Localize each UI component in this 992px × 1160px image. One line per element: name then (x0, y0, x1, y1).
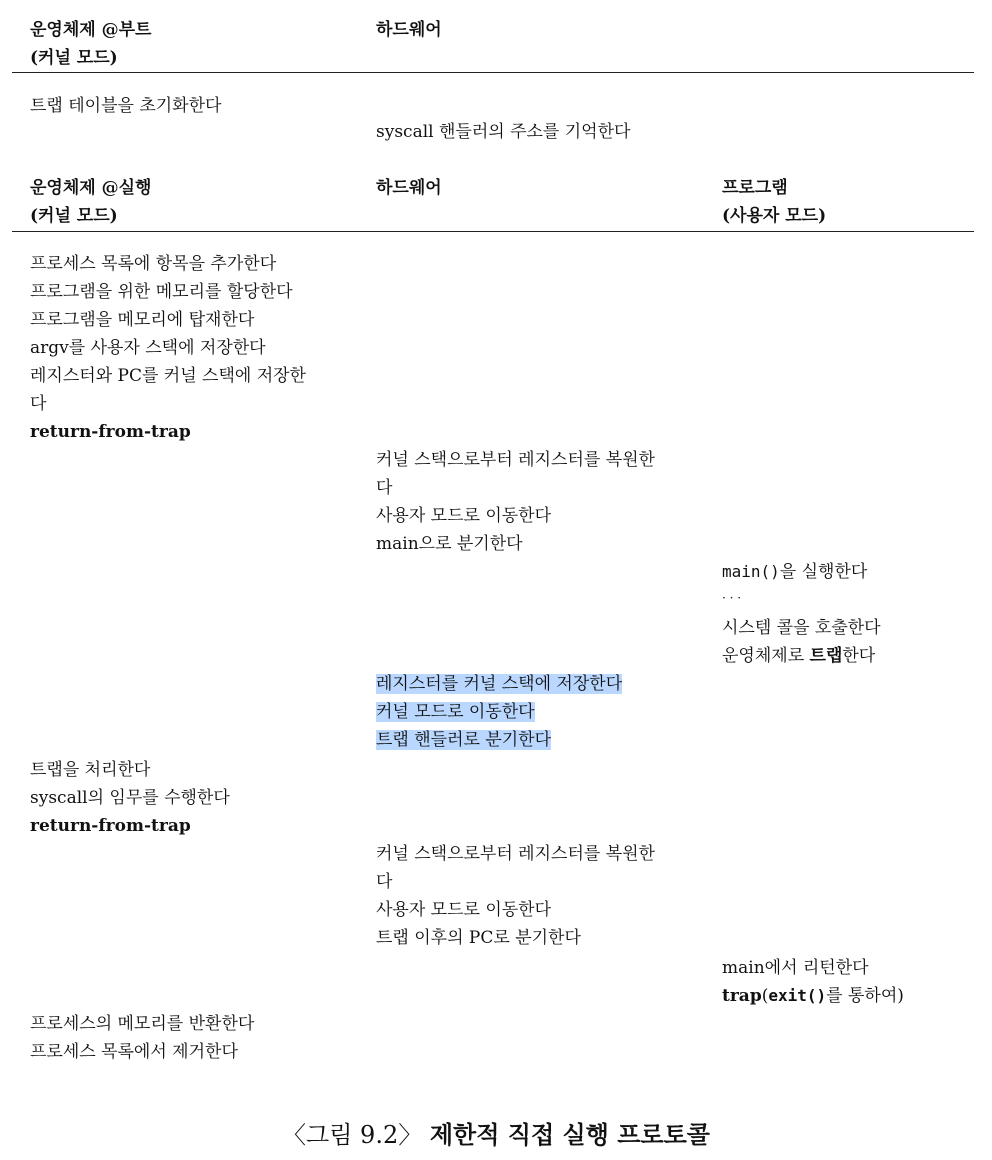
trap-to-os-suffix: 한다 (842, 646, 876, 666)
hw-line-restore-regs-cont: 다 (376, 478, 393, 498)
hw-line-save-regs-kstack (376, 670, 622, 698)
os-line-return-from-trap-2: return-from-trap (30, 816, 191, 836)
paren-open: ( (761, 986, 769, 1006)
os-line-do-syscall: syscall의 임무를 수행한다 (30, 788, 230, 808)
run-prog-header: 프로그램 (722, 178, 788, 198)
prog-line-return-main: main에서 리턴한다 (722, 958, 869, 978)
hw-line-jump-after-trap: 트랩 이후의 PC로 분기한다 (376, 928, 581, 948)
os-line-argv: argv를 사용자 스택에 저장한다 (30, 338, 266, 358)
prog-line-trap-exit (722, 982, 904, 1010)
boot-os-line: 트랩 테이블을 초기화한다 (30, 96, 222, 116)
boot-os-mode: (커널 모드) (30, 48, 118, 68)
hw-line-jump-main: main으로 분기한다 (376, 534, 523, 554)
hw-line-jump-trap-handler (376, 726, 551, 754)
boot-hw-line: syscall 핸들러의 주소를 기억한다 (376, 122, 631, 142)
highlighted-text: 트랩 핸들러로 분기한다 (376, 730, 552, 750)
hw-line-user-mode-2: 사용자 모드로 이동한다 (376, 900, 552, 920)
hw-line-restore-regs-2-cont: 다 (376, 872, 393, 892)
figure-title: 제한적 직접 실행 프로토콜 (429, 1120, 710, 1149)
os-line-save-regs: 레지스터와 PC를 커널 스택에 저장한 (30, 366, 306, 386)
os-line-free-memory: 프로세스의 메모리를 반환한다 (30, 1014, 255, 1034)
os-line-handle-trap: 트랩을 처리한다 (30, 760, 151, 780)
boot-header-rule (12, 72, 974, 73)
prog-line-ellipsis: · · · (722, 591, 742, 605)
prog-line-syscall: 시스템 콜을 호출한다 (722, 618, 881, 638)
highlighted-text: 레지스터를 커널 스택에 저장한다 (376, 674, 623, 694)
run-hw-header: 하드웨어 (376, 178, 442, 198)
boot-os-header: 운영체제 @부트 (30, 20, 152, 40)
via-text: 를 통하여) (826, 986, 904, 1006)
highlighted-text: 커널 모드로 이동한다 (376, 702, 535, 722)
os-line-return-from-trap: return-from-trap (30, 422, 191, 442)
os-line-remove-process: 프로세스 목록에서 제거한다 (30, 1042, 238, 1062)
os-line-save-regs-cont: 다 (30, 394, 47, 414)
os-line-alloc-memory: 프로그램을 위한 메모리를 할당한다 (30, 282, 293, 302)
prog-line-run-main (722, 558, 867, 586)
figure-label: 〈그림 9.2〉 (282, 1121, 423, 1149)
run-os-mode: (커널 모드) (30, 206, 118, 226)
trap-to-os-prefix: 운영체제로 (722, 646, 810, 666)
hw-line-user-mode: 사용자 모드로 이동한다 (376, 506, 552, 526)
hw-line-restore-regs-2: 커널 스택으로부터 레지스터를 복원한 (376, 844, 655, 864)
boot-hw-header: 하드웨어 (376, 20, 442, 40)
exit-call-code: exit() (768, 986, 827, 1005)
run-prog-mode: (사용자 모드) (722, 206, 827, 226)
hw-line-kernel-mode (376, 698, 535, 726)
hw-line-restore-regs: 커널 스택으로부터 레지스터를 복원한 (376, 450, 655, 470)
figure-caption (0, 1118, 992, 1152)
main-call-code: main() (722, 562, 780, 581)
run-header-rule (12, 231, 974, 232)
os-line-add-process: 프로세스 목록에 항목을 추가한다 (30, 254, 277, 274)
trap-bold-word: 트랩 (809, 646, 843, 666)
run-main-text: 을 실행한다 (779, 562, 868, 582)
trap-keyword: trap (722, 986, 762, 1006)
os-line-load-program: 프로그램을 메모리에 탑재한다 (30, 310, 255, 330)
prog-line-trap-to-os (722, 642, 875, 670)
run-os-header: 운영체제 @실행 (30, 178, 152, 198)
